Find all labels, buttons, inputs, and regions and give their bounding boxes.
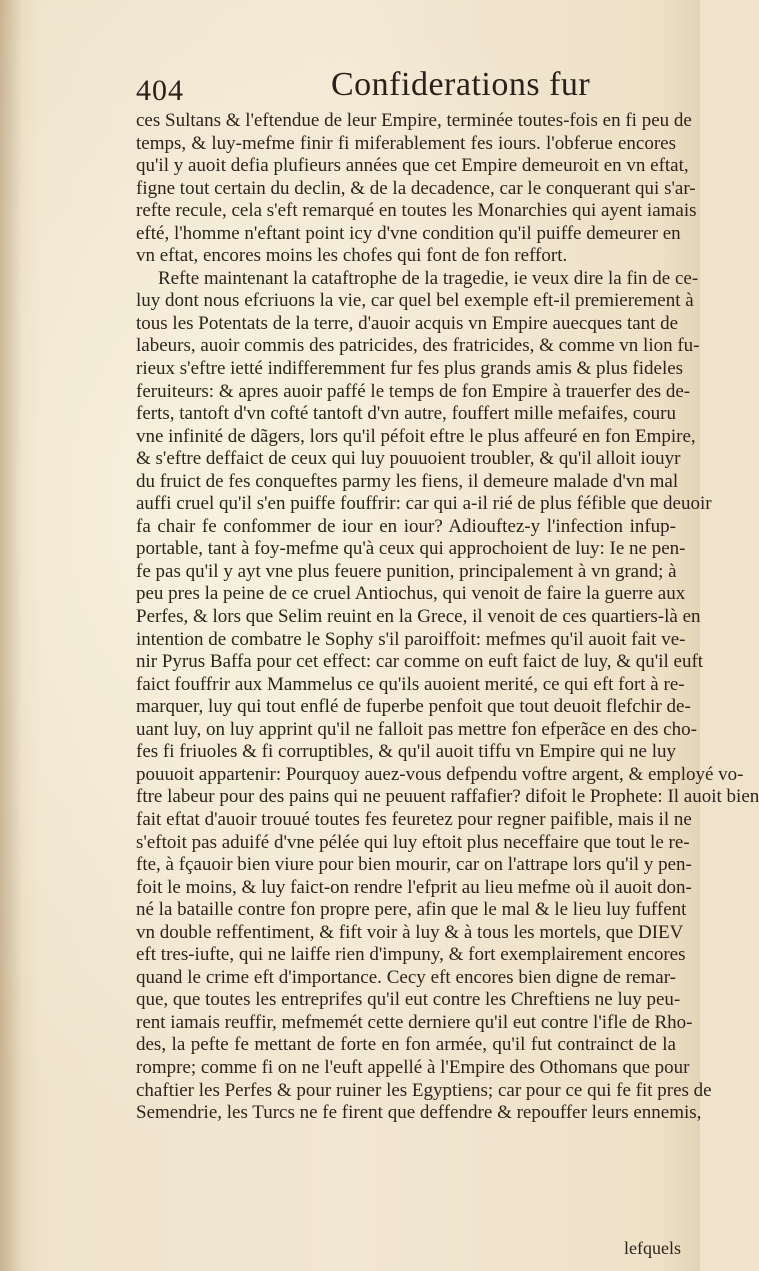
text-line: vn eftat, encores moins les chofes qui font de fon reffort. [136,245,568,267]
text-line: Semendrie, les Turcs ne fe firent que deffendre & repouffer leurs ennemis, [136,1102,702,1124]
page-gutter-shadow [0,0,22,1271]
text-line: figne tout certain du declin, & de la decadence, car le conquerant qui s'ar- [136,177,696,199]
text-line: rent iamais reuffir, mefmemét cette derniere qu'il eut contre l'ifle de Rho- [136,1011,693,1033]
text-line: rompre; comme fi on ne l'euft appellé à l'Empire des Othomans que pour [136,1056,690,1078]
text-line: tous les Potentats de la terre, d'auoir acquis vn Empire auecques tant de [136,312,679,334]
text-line: portable, tant à foy-mefme qu'à ceux qui approchoient de luy: Ie ne pen- [136,538,686,560]
text-line: auffi cruel qu'il s'en puiffe fouffrir: car qui a-il rié de plus féfible que deuoir [136,493,712,515]
text-line: & s'eftre deffaict de ceux qui luy pouuoient troubler, & qu'il alloit iouyr [136,448,681,470]
text-line: marquer, luy qui tout enflé de fuperbe penfoit que tout deuoit flefchir de- [136,696,691,718]
text-line: rieux s'eftre ietté indifferemment fur fes plus grands amis & plus fideles [136,358,684,380]
text-line: Refte maintenant la cataftrophe de la tragedie, ie veux dire la fin de ce- [158,267,699,289]
text-line: feruiteurs: & apres auoir paffé le temps de fon Empire à trauerfer des de- [136,380,691,402]
text-line: vn double reffentiment, & fift voir à luy & à tous les mortels, que DIEV [136,921,684,943]
text-line: s'eftoit pas aduifé d'vne pélée qui luy eftoit plus neceffaire que tout le re- [136,831,690,853]
text-line: qu'il y auoit defia plufieurs années que cet Empire demeuroit en vn eftat, [136,155,689,177]
text-line: des, la pefte fe mettant de forte en fon armée, qu'il fut contrainct de la [136,1034,676,1056]
text-line: Perfes, & lors que Selim reuint en la Grece, il venoit de ces quartiers-là en [136,606,701,628]
text-line: chaftier les Perfes & pour ruiner les Egyptiens; car pour ce qui fe fit pres de [136,1079,712,1101]
text-line: faict fouffrir aux Mammelus ce qu'ils auoient merité, ce qui eft fort à re- [136,673,685,695]
text-line: intention de combatre le Sophy s'il paroiffoit: mefmes qu'il auoit fait ve- [136,628,686,650]
body-text [136,110,759,1125]
text-line: nir Pyrus Baffa pour cet effect: car comme on euft faict de luy, & qu'il euft [136,651,704,673]
text-line: uant luy, on luy apprint qu'il ne falloit pas mettre fon efperãce en des cho- [136,718,697,740]
catchword: lefquels [624,1238,681,1258]
running-head-title: Confiderations fur [331,66,591,103]
text-line: ferts, tantoft d'vn cofté tantoft d'vn autre, fouffert mille mefaifes, couru [136,403,676,425]
text-line: refte recule, cela s'eft remarqué en toutes les Monarchies qui ayent iamais [136,200,697,222]
text-line: peu pres la peine de ce cruel Antiochus, qui venoit de faire la guerre aux [136,583,686,605]
text-line: quand le crime eft d'importance. Cecy eft encores bien digne de remar- [136,966,676,988]
text-line: labeurs, auoir commis des patricides, des fratricides, & comme vn lion fu- [136,335,700,357]
text-line: foit le moins, & luy faict-on rendre l'efprit au lieu mefme où il auoit don- [136,876,692,898]
text-line: efté, l'homme n'eftant point icy d'vne condition qu'il puiffe demeurer en [136,222,681,244]
text-line: ftre labeur pour des pains qui ne peuuent raffafier? difoit le Prophete: Il auoit bien [136,786,759,808]
text-line: né la bataille contre fon propre pere, afin que le mal & le lieu luy fuffent [136,899,687,921]
text-line: eft tres-iufte, qui ne laiffe rien d'impuny, & fort exemplairement encores [136,944,686,966]
text-line: fe pas qu'il y ayt vne plus feuere punition, principalement à vn grand; à [136,560,677,582]
text-line: temps, & luy-mefme finir fi miferablement fes iours. l'obferue encores [136,132,676,154]
text-line: fte, à fçauoir bien viure pour bien mourir, car on l'attrape lors qu'il y pen- [136,854,692,876]
text-line: vne infinité de dãgers, lors qu'il péfoit eftre le plus affeuré en fon Empire, [136,425,696,447]
text-line: fait eftat d'auoir trouué toutes fes feuretez pour regner paifible, mais il ne [136,808,692,830]
text-line: que, que toutes les entreprifes qu'il eut contre les Chreftiens ne luy peu- [136,989,681,1011]
page-number: 404 [136,74,184,107]
text-line: fa chair fe confommer de iour en iour? Adiouftez-y l'infection infup- [136,515,676,537]
text-line: luy dont nous efcriuons la vie, car quel bel exemple eft-il premierement à [136,290,694,312]
running-head [136,66,676,112]
text-line: ces Sultans & l'eftendue de leur Empire, terminée toutes-fois en fi peu de [136,110,692,131]
text-line: du fruict de fes conqueftes parmy les fiens, il demeure malade d'vn mal [136,470,679,492]
text-line: pouuoit appartenir: Pourquoy auez-vous defpendu voftre argent, & employé vo- [136,763,744,785]
text-line: fes fi friuoles & fi corruptibles, & qu'il auoit tiffu vn Empire qui ne luy [136,741,676,763]
